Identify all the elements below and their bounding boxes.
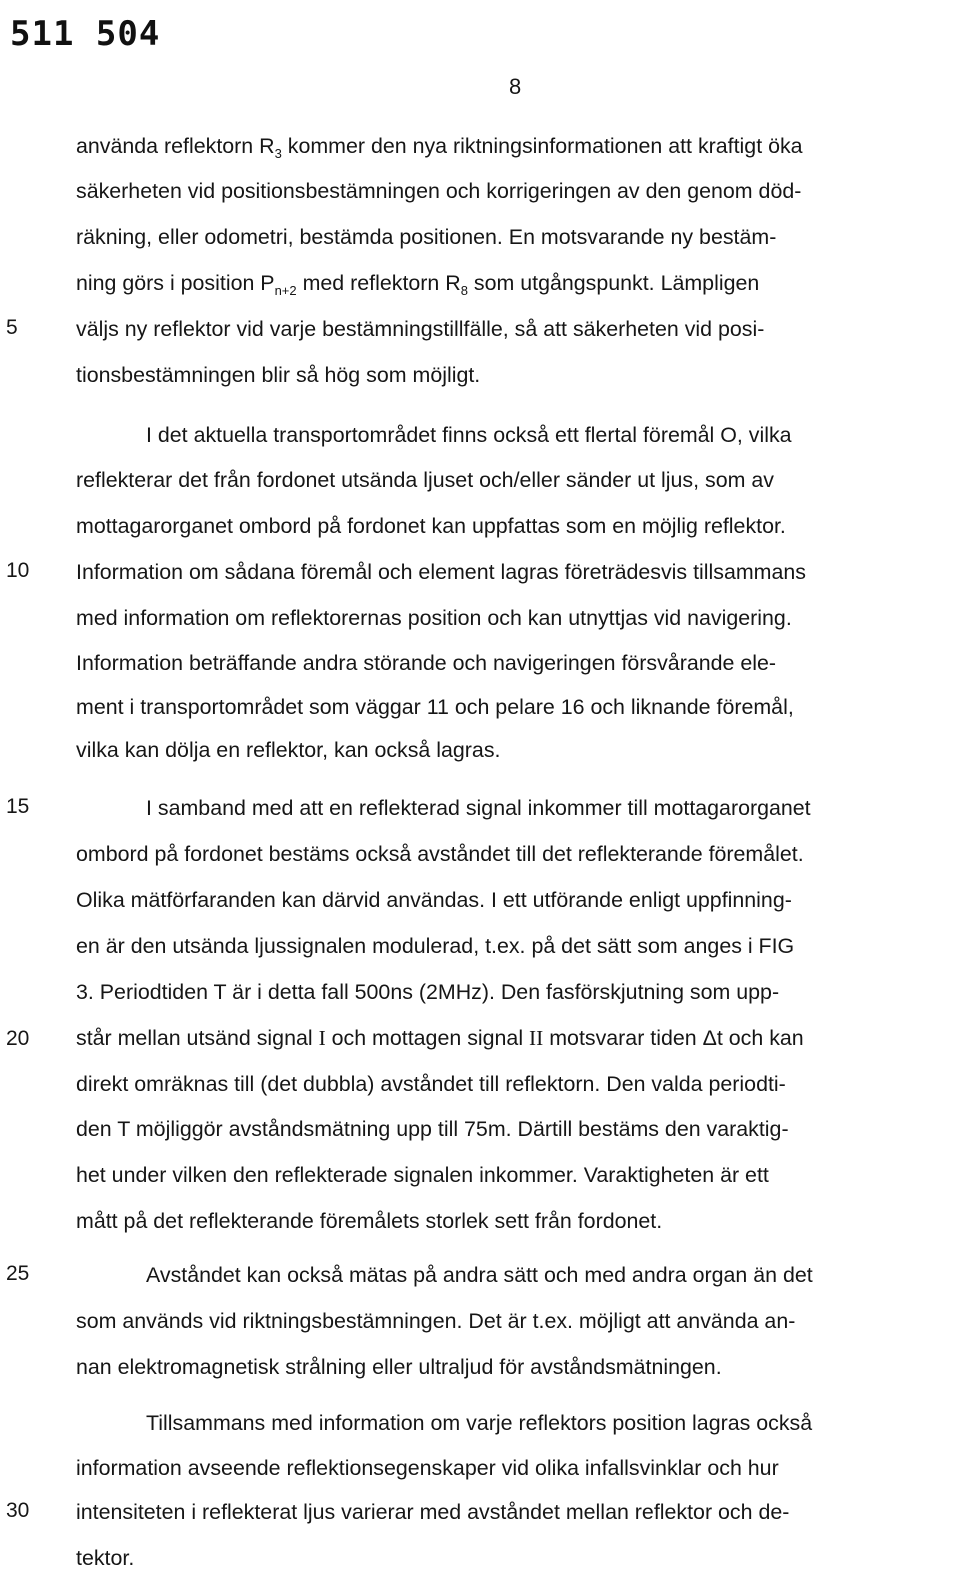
text-line: vilka kan dölja en reflektor, kan också lagras. [76, 738, 501, 762]
text-line: ombord på fordonet bestäms också avståndet till det reflekterande föremålet. [76, 842, 804, 866]
text-line: tektor. [76, 1546, 135, 1570]
text-line: intensiteten i reflekterat ljus varierar med avståndet mellan reflektor och de- [76, 1500, 790, 1524]
text-line: I samband med att en reflekterad signal inkommer till mottagarorganet [146, 796, 811, 820]
line-number-20: 20 [6, 1027, 30, 1050]
text-line: nan elektromagnetisk strålning eller ultraljud för avståndsmätningen. [76, 1355, 722, 1379]
text-line: Information om sådana föremål och element lagras företrädesvis tillsammans [76, 560, 806, 584]
text-line: säkerheten vid positionsbestämningen och korrigeringen av den genom död- [76, 179, 802, 203]
line-number-30: 30 [6, 1499, 30, 1522]
text-line: ment i transportområdet som väggar 11 och pelare 16 och liknande föremål, [76, 695, 794, 719]
text-line: I det aktuella transportområdet finns också ett flertal föremål O, vilka [146, 423, 792, 447]
text-line: räkning, eller odometri, bestämda positionen. En motsvarande ny bestäm- [76, 225, 777, 249]
text-line: står mellan utsänd signal I och mottagen signal II motsvarar tiden Δt och kan [76, 1026, 804, 1050]
text-line: Olika mätförfaranden kan därvid användas. I ett utförande enligt uppfinning- [76, 888, 792, 912]
text-line: en är den utsända ljussignalen modulerad, t.ex. på det sätt som anges i FIG [76, 934, 795, 958]
text-line: använda reflektorn $R_3$ kommer den nya riktningsinformationen att kraftigt öka [76, 134, 803, 161]
line-number-10: 10 [6, 559, 30, 582]
text-line: mottagarorganet ombord på fordonet kan uppfattas som en möjlig reflektor. [76, 514, 786, 538]
text-line: mått på det reflekterande föremålets storlek sett från fordonet. [76, 1209, 663, 1233]
signal-symbol: II [529, 1026, 544, 1050]
text-line: Tillsammans med information om varje reflektors position lagras också [146, 1411, 813, 1435]
text-line: den T möjliggör avståndsmätning upp till 75m. Därtill bestäms den varaktig- [76, 1117, 789, 1141]
text-line: Avståndet kan också mätas på andra sätt och med andra organ än det [146, 1263, 813, 1287]
text-line: direkt omräknas till (det dubbla) avståndet till reflektorn. Den valda periodti- [76, 1072, 786, 1096]
text-line: ning görs i position $P_{n+2}$ med reflektorn $R_8$ som utgångspunkt. Lämpligen [76, 271, 760, 298]
text-line: väljs ny reflektor vid varje bestämningstillfälle, så att säkerheten vid posi- [76, 317, 765, 341]
text-line: information avseende reflektionsegenskaper vid olika infallsvinklar och hur [76, 1456, 779, 1480]
text-line: med information om reflektorernas position och kan utnyttjas vid navigering. [76, 606, 792, 630]
page-number: 8 [509, 74, 522, 99]
signal-symbol: I [318, 1026, 326, 1050]
text-line: som används vid riktningsbestämningen. Det är t.ex. möjligt att använda an- [76, 1309, 796, 1333]
line-number-5: 5 [6, 316, 18, 339]
line-number-15: 15 [6, 795, 30, 818]
text-line: reflekterar det från fordonet utsända ljuset och/eller sänder ut ljus, som av [76, 468, 774, 492]
text-line: Information beträffande andra störande och navigeringen försvårande ele- [76, 651, 777, 675]
document-number: 511 504 [10, 14, 161, 54]
text-line: 3. Periodtiden T är i detta fall 500ns (2MHz). Den fasförskjutning som upp- [76, 980, 780, 1004]
text-line: tionsbestämningen blir så hög som möjligt. [76, 363, 481, 387]
text-line: het under vilken den reflekterade signalen inkommer. Varaktigheten är ett [76, 1163, 769, 1187]
line-number-25: 25 [6, 1262, 30, 1285]
